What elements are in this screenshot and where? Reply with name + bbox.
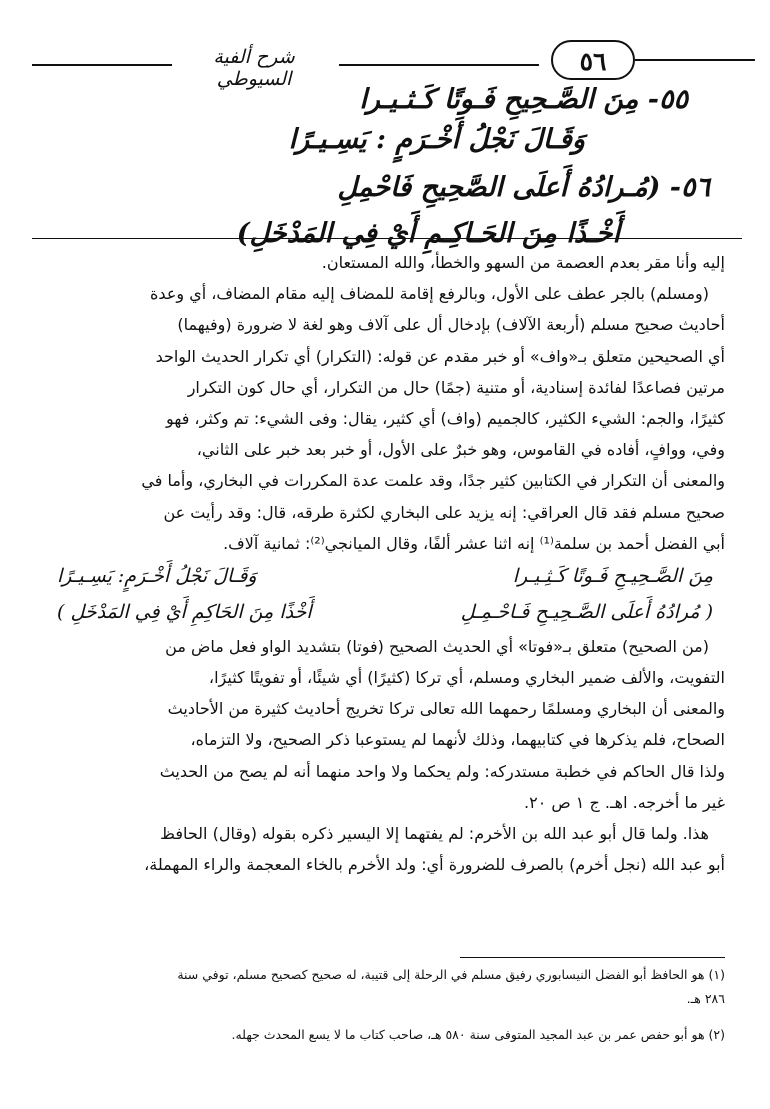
- footnote-spacer: [45, 1011, 725, 1023]
- header-rule: [32, 64, 172, 66]
- page-number: ٥٦: [551, 40, 635, 80]
- text-line: الصحاح، فلم يذكرها في كتابيهما، وذلك لأنهما لم يستوعبا ذكر الصحيح، ولا التزماه،: [190, 730, 725, 750]
- hemistich: مِنَ الصَّـحِيـحِ فَـوتًا كَـثِـيـرا: [512, 564, 713, 587]
- verse-row: [45, 559, 725, 593]
- text-line: وفي، ووافٍ، أفاده في القاموس، وهو خبرٌ على الأول، أو خبر بعد خبر على الثاني،: [196, 440, 725, 460]
- page-header: [24, 40, 754, 90]
- text-line: (من الصحيح) متعلق بـ«فوتا» أي الحديث الصحيح (فوتا) بتشديد الواو فعل ماض من: [165, 636, 709, 656]
- hemistich: وَقَـالَ نَجْلُ أَخْـرَمٍ: يَسِـيـرًا: [57, 564, 257, 587]
- text-line: صحيح مسلم فقد قال العراقي: إنه يزيد على البخاري لكثرة طرقه، قال: وقد رأيت عن: [163, 502, 725, 522]
- verse-line: وَقَـالَ نَجْلُ أَخْـرَمٍ : يَسِـيـرًا: [288, 124, 585, 155]
- text-line: غير ما أخرجه. اهـ. ج ١ ص ٢٠.: [524, 792, 725, 812]
- quoted-verses: [45, 559, 725, 631]
- text-line: إليه وأنا مقر بعدم العصمة من السهو والخطأ، والله المستعان.: [321, 253, 725, 272]
- footnote-rule: [460, 957, 725, 958]
- verse-row: [45, 595, 725, 629]
- text-line: أبي الفضل أحمد بن سلمة⁽¹⁾ إنه اثنا عشر ألفًا، وقال الميانجي⁽²⁾: ثمانية آلاف.: [223, 533, 725, 553]
- text-line: كثيرًا، والجم: الشيء الكثير، كالجميم (واف) أي كثير، يقال: وفى الشيء: تم وكثر، فهو: [166, 408, 725, 428]
- footnote-line: ٢٨٦ هـ.: [686, 991, 725, 1006]
- verse-line: أَخْـذًا مِنَ الحَـاكِـمِ أَيْ فِي المَدْخَلِ): [236, 218, 620, 249]
- hemistich: ( مُرادُهُ أَعلَى الصَّـحِيـحِ فَـاحْـمِـلِ: [460, 600, 713, 623]
- separator-rule: [32, 238, 742, 239]
- footnotes: [45, 963, 725, 1047]
- text-line: ولذا قال الحاكم في خطبة مستدركه: ولم يحكما ولا واحد منهما أنه لم يصح من الحديث: [159, 761, 725, 781]
- header-rule: [339, 64, 539, 66]
- text-line: هذا. ولما قال أبو عبد الله بن الأخرم: لم يفتهما إلا اليسير ذكره بقوله (وقال) الحافظ: [160, 824, 709, 843]
- footnote-line: (٢) هو أبو حفص عمر بن عبد المجيد المتوفى سنة ٥٨٠ هـ، صاحب كتاب ما لا يسع المحدث جهله.: [231, 1027, 725, 1042]
- hemistich: أَخْذًا مِنَ الحَاكِمِ أَيْ فِي المَدْخَلِ ): [57, 600, 312, 623]
- text-line: أحاديث صحيح مسلم (أربعة الآلاف) بإدخال أل على آلاف وهو لغة لا ضرورة (وفيهما): [177, 315, 725, 335]
- text-line: مرتين فصاعدًا لفائدة إسنادية، أو متنية (جمًا) حال من التكرار، أي حال كون التكرار: [187, 377, 725, 397]
- running-title: شرح ألفية السيوطي: [213, 46, 295, 90]
- text-line: أبو عبد الله (نجل أخرم) بالصرف للضرورة أي: ولد الأخرم بالخاء المعجمة والراء المهملة،: [144, 855, 725, 875]
- text-line: والمعنى أن البخاري ومسلمًا رحمهما الله تعالى تركا تخريج أحاديث كثيرة من الأحاديث: [167, 699, 725, 719]
- commentary-text: [45, 247, 725, 880]
- text-line: (ومسلم) بالجر عطف على الأول، وبالرفع إقامة للمضاف إليه مقام المضاف، أي وعدة: [150, 284, 709, 304]
- text-line: أي الصحيحين متعلق بـ«واف» أو خبر مقدم عن قوله: (التكرار) أي تكرار الحديث الواحد: [155, 346, 725, 366]
- text-line: والمعنى أن التكرار في الكتابين كثير جدًا، وقد علمت عدة المكررات في البخاري، وأما في: [141, 471, 725, 491]
- footnote-line: (١) هو الحافظ أبو الفضل النيسابوري رفيق مسلم في الرحلة إلى قتيبة، له صحيح كصحيح مسلم، توفي سنة: [177, 967, 725, 982]
- verse-line: ٥٥- مِنَ الصَّـحِيحِ فَـوتًا كَـثـيـرا: [359, 84, 688, 115]
- text-line: التفويت، والألف ضمير البخاري ومسلم، أي تركا (كثيرًا) أي شيئًا، أو تفويتًا كثيرًا،: [208, 668, 725, 688]
- verse-line: ٥٦- (مُـرادُهُ أَعلَى الصَّحِيحِ فَاحْمِلِ: [337, 172, 710, 203]
